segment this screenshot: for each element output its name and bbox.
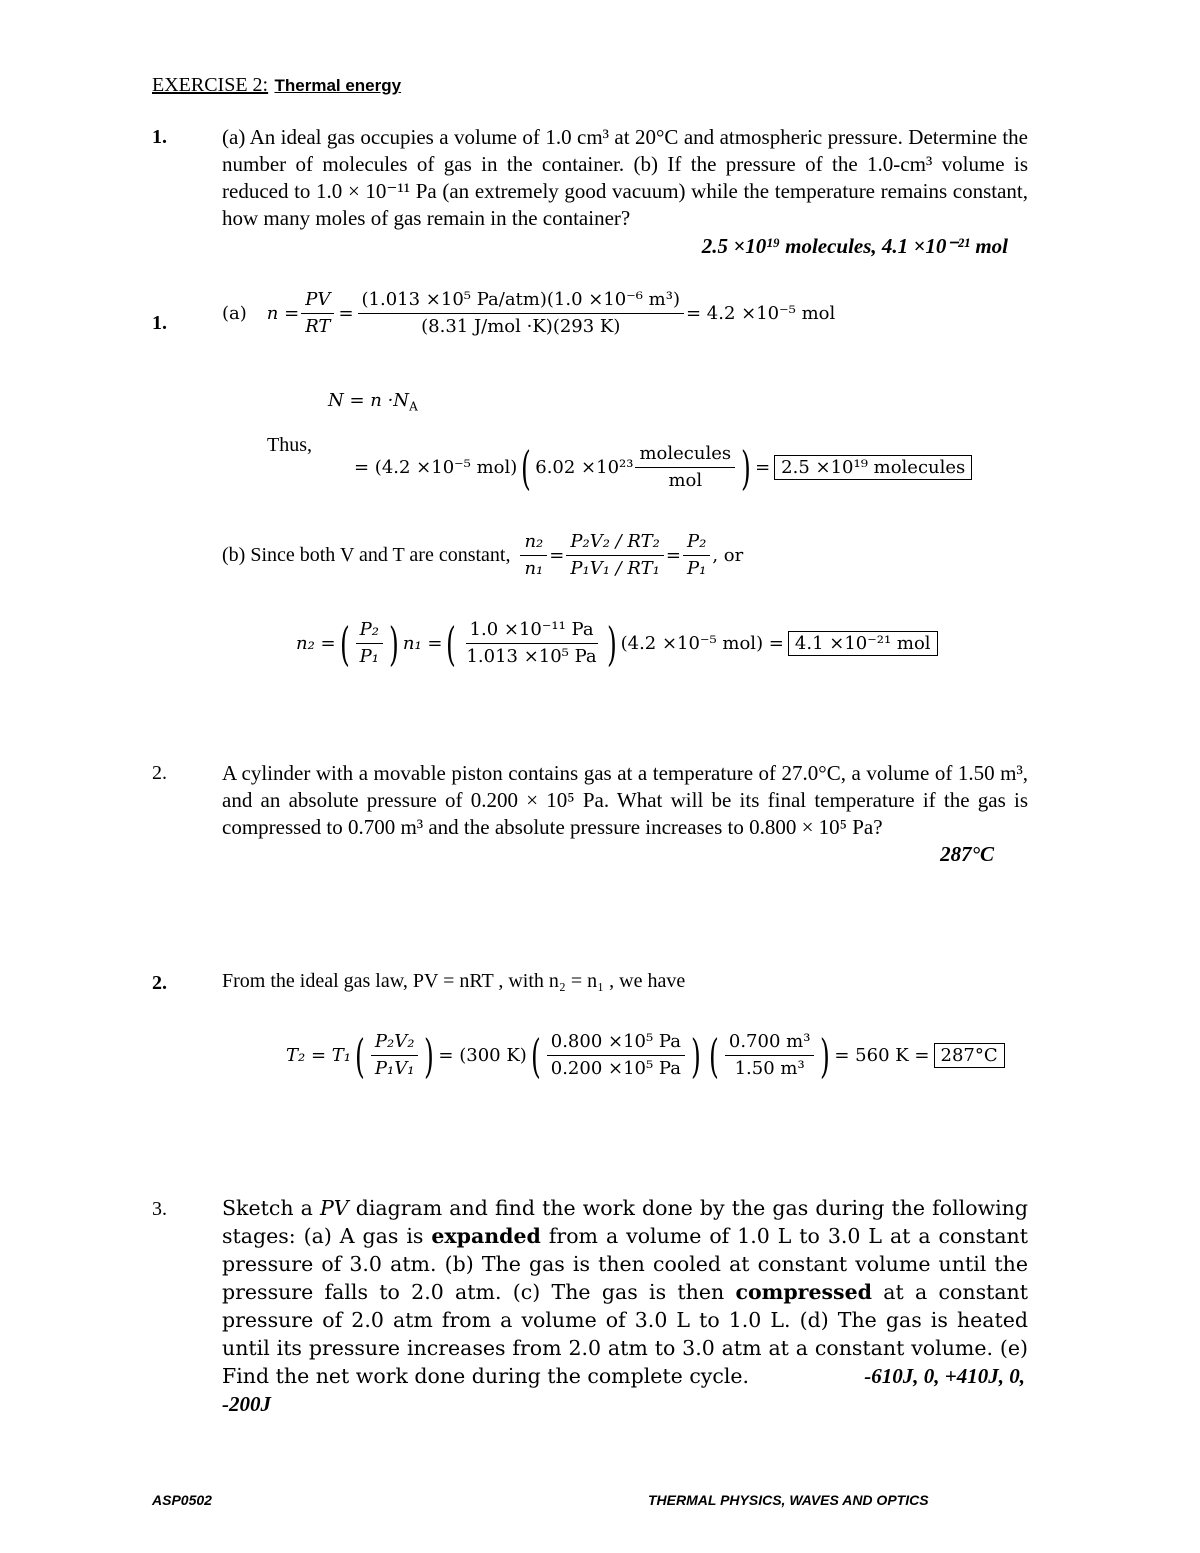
equation-n2: n₂ = ( $\frac{\text{P₂}}{\text{P₁}}$ ) n₁ = ( $\frac{\text{1.0 ×10⁻¹¹ Pa}}{\text{1.013 ×10⁵ Pa}}$ ) (4.2 ×10⁻⁵ mol) = 4.1 ×10⁻²¹ mol [296, 618, 938, 669]
fraction: $\frac{\text{P₂V₂}}{\text{P₁V₁}}$ [371, 1030, 419, 1081]
fraction: $\frac{\text{0.700 m³}}{\text{1.50 m³}}$ [725, 1030, 815, 1081]
fraction: $\frac{\text{P₂V₂ / RT₂}}{\text{P₁V₁ / RT₁}}$ [566, 530, 664, 581]
equation-molecules: = (4.2 ×10⁻⁵ mol) ( 6.02 ×10²³ $\frac{\text{molecules}}{\text{mol}}$ ) = 2.5 ×10¹⁹ molecules [354, 442, 972, 493]
solution-number: 1. [152, 312, 167, 334]
fraction: $\frac{\text{0.800 ×10⁵ Pa}}{\text{0.200 ×10⁵ Pa}}$ [547, 1030, 685, 1081]
question-text: Sketch a PV diagram and find the work done by the gas during the following stages: (a) A gas is expanded from a volume of 1.0 L to 3.0 L at a constant pressure of 3.0 atm. (b) The gas is then cooled at constant volume until the pressure falls to 2.0 atm. (c) The gas is then compressed at a constant pressure of 2.0 atm from a volume of 3.0 L to 1.0 L. (d) The gas is heated until its pressure increases from 2.0 atm to 3.0 atm at a constant volume. (e) Find the net work done during the complete cycle. [222, 1196, 1028, 1388]
question-text: A cylinder with a movable piston contains gas at a temperature of 27.0°C, a volume of 1.50 m³, and an absolute pressure of 0.200 × 10⁵ Pa. What will be its final temperature if the gas is compressed to 0.700 m³ and the absolute pressure increases to 0.800 × 10⁵ Pa? [222, 761, 1028, 839]
solution-number: 2. [152, 972, 167, 994]
thus-label: Thus, [267, 434, 312, 456]
exercise-label: EXERCISE 2: [152, 74, 269, 96]
fraction: $\frac{\text{P₂}}{\text{P₁}}$ [356, 618, 383, 669]
solution-intro: From the ideal gas law, PV = nRT , with n₂ = n₁ , we have [222, 970, 686, 992]
fraction: $\frac{\text{(1.013 ×10⁵ Pa/atm)(1.0 ×10⁻⁶ m³)}}{\text{(8.31 J/mol ·K)(293 K)}}$ [358, 288, 684, 339]
question-answer: 2.5 ×10¹⁹ molecules, 4.1 ×10⁻²¹ mol [701, 234, 1008, 258]
boxed-result: 4.1 ×10⁻²¹ mol [788, 631, 938, 656]
footer-right: THERMAL PHYSICS, WAVES AND OPTICS [648, 1492, 929, 1508]
boxed-result: 287°C [934, 1043, 1005, 1068]
question-answer: -610J, 0, +410J, 0, [864, 1364, 1025, 1388]
exercise-subject: Thermal energy [274, 76, 402, 95]
part-label: (a) [222, 303, 247, 324]
fraction: $\frac{\text{molecules}}{\text{mol}}$ [635, 442, 735, 493]
fraction: $\frac{\text{n₂}}{\text{n₁}}$ [520, 530, 547, 581]
question-number: 1. [152, 126, 167, 148]
equation-ratio: (b) Since both V and T are constant, $\frac{\text{n₂}}{\text{n₁}}$ = $\frac{\text{P₂V₂ / RT₂}}{\text{P₁V₁ / RT₁}}$ = $\frac{\text{P₂}}{\text{P₁}}$ , or [222, 531, 744, 579]
fraction: $\frac{PV}{RT}$ [301, 288, 334, 339]
question-answer: 287°C [940, 842, 994, 866]
footer-left: ASP0502 [152, 1492, 212, 1508]
question-text: (a) An ideal gas occupies a volume of 1.0 cm³ at 20°C and atmospheric pressure. Determine the number of molecules of gas in the container. (b) If the pressure of the 1.0-cm³ volume is reduced to 1.0 × 10⁻¹¹ Pa (an extremely good vacuum) while the temperature remains constant, how many moles of gas remain in the container? [222, 125, 1028, 230]
fraction: $\frac{\text{P₂}}{\text{P₁}}$ [683, 530, 710, 581]
eq-result: = 4.2 ×10⁻⁵ mol [686, 303, 836, 324]
equation-N: $N = n \cdot N_A$ [328, 390, 418, 414]
boxed-result: 2.5 ×10¹⁹ molecules [774, 455, 972, 480]
equation-T2: T₂ = T₁ ( $\frac{\text{P₂V₂}}{\text{P₁V₁}}$ ) = (300 K) ( $\frac{\text{0.800 ×10⁵ Pa}}{\text{0.200 ×10⁵ Pa}}$ ) ( $\frac{\text{0.700 m³}}{\text{1.50 m³}}$ ) = 560 K = 287°C [286, 1030, 1005, 1081]
question-number: 3. [152, 1198, 167, 1220]
question-number: 2. [152, 762, 167, 784]
question-answer: -200J [222, 1392, 271, 1416]
fraction: $\frac{\text{1.0 ×10⁻¹¹ Pa}}{\text{1.013 ×10⁵ Pa}}$ [466, 619, 597, 667]
page-header [152, 72, 401, 97]
equation-n: (a) n = $\frac{PV}{RT}$ = $\frac{\text{(1.013 ×10⁵ Pa/atm)(1.0 ×10⁻⁶ m³)}}{\text{(8.31 J/mol ·K)(293 K)}}$ = 4.2 ×10⁻⁵ mol [222, 289, 836, 337]
eq-lhs: n = [266, 303, 300, 324]
